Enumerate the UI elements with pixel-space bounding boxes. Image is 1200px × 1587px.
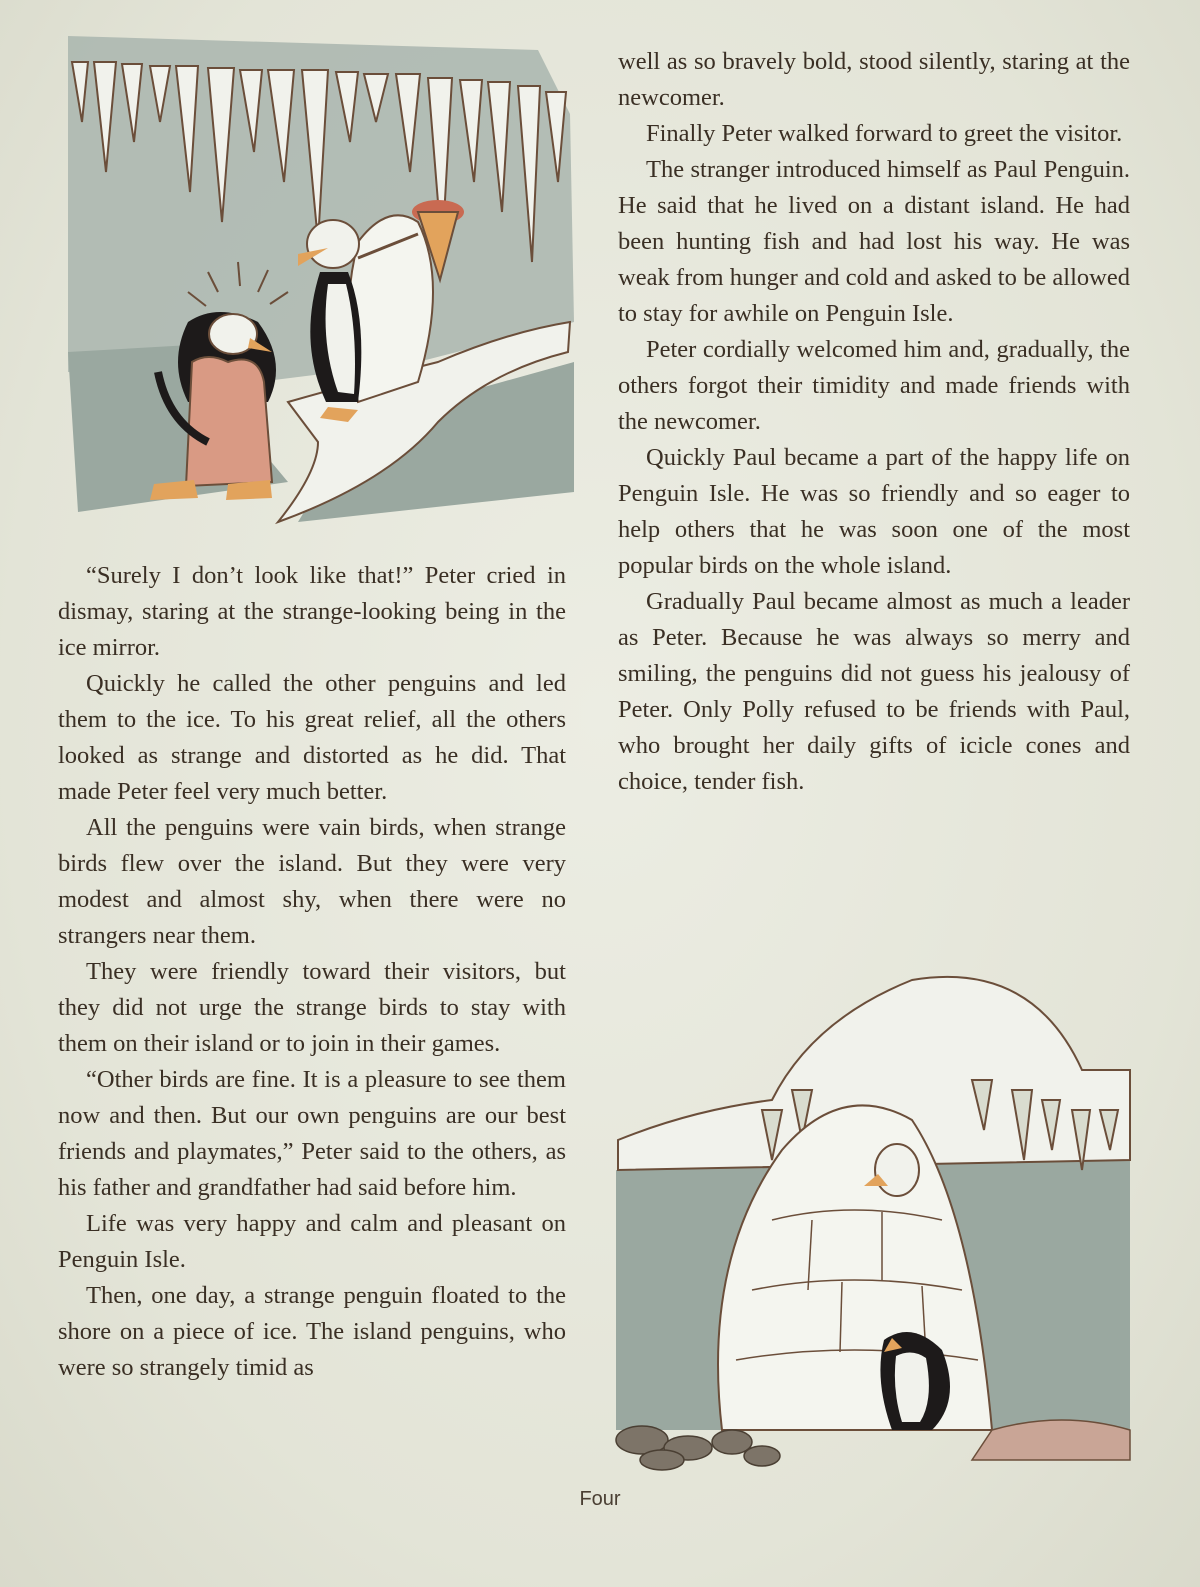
paragraph: All the penguins were vain birds, when strange birds flew over the island. But they were very modest and almost shy, when there were no strangers near them. [58, 814, 566, 949]
paragraph-continued: well as so bravely bold, stood silently, staring at the newcomer. [618, 48, 1130, 111]
paragraph: They were friendly toward their visitors, but they did not urge the strange birds to stay with them on their island or to join in their games. [58, 958, 566, 1057]
paragraph: The stranger introduced himself as Paul Penguin. He said that he lived on a distant island. He had been hunting fish and had lost his way. He was weak from hunger and cold and asked to be allowed to stay for awhile on Penguin Isle. [618, 156, 1130, 327]
paragraph: Quickly he called the other penguins and led them to the ice. To his great relief, all the others looked as strange and distorted as he did. That made Peter feel very much better. [58, 670, 566, 805]
illustration-ice-mirror [58, 22, 580, 538]
rocks [616, 1426, 780, 1470]
paragraph: “Other birds are fine. It is a pleasure to see them now and then. But our own penguins are our best friends and playmates,” Peter said to the others, as his father and grandfather had said before him. [58, 1066, 566, 1201]
paragraph: Gradually Paul became almost as much a leader as Peter. Because he was always so merry and smiling, the penguins did not guess his jealousy of Peter. Only Polly refused to be friends with Paul, who brought her daily gifts of icicle cones and choice, tender fish. [618, 588, 1130, 795]
right-column [618, 44, 1130, 800]
illustration-igloo [612, 960, 1134, 1482]
paragraph: Finally Peter walked forward to greet the visitor. [646, 120, 1123, 147]
paragraph: “Surely I don’t look like that!” Peter cried in dismay, staring at the strange-looking being in the ice mirror. [58, 562, 566, 661]
left-column [58, 558, 566, 1386]
paragraph: Quickly Paul became a part of the happy life on Penguin Isle. He was so friendly and so eager to help others that he was soon one of the most popular birds on the whole island. [618, 444, 1130, 579]
paragraph: Peter cordially welcomed him and, gradually, the others forgot their timidity and made friends with the newcomer. [618, 336, 1130, 435]
paragraph: Life was very happy and calm and pleasant on Penguin Isle. [58, 1210, 566, 1273]
ice-mirror [348, 215, 433, 402]
page-number: Four [579, 1488, 621, 1510]
paragraph: Then, one day, a strange penguin floated to the shore on a piece of ice. The island penguins, who were so strangely timid as [58, 1282, 566, 1381]
